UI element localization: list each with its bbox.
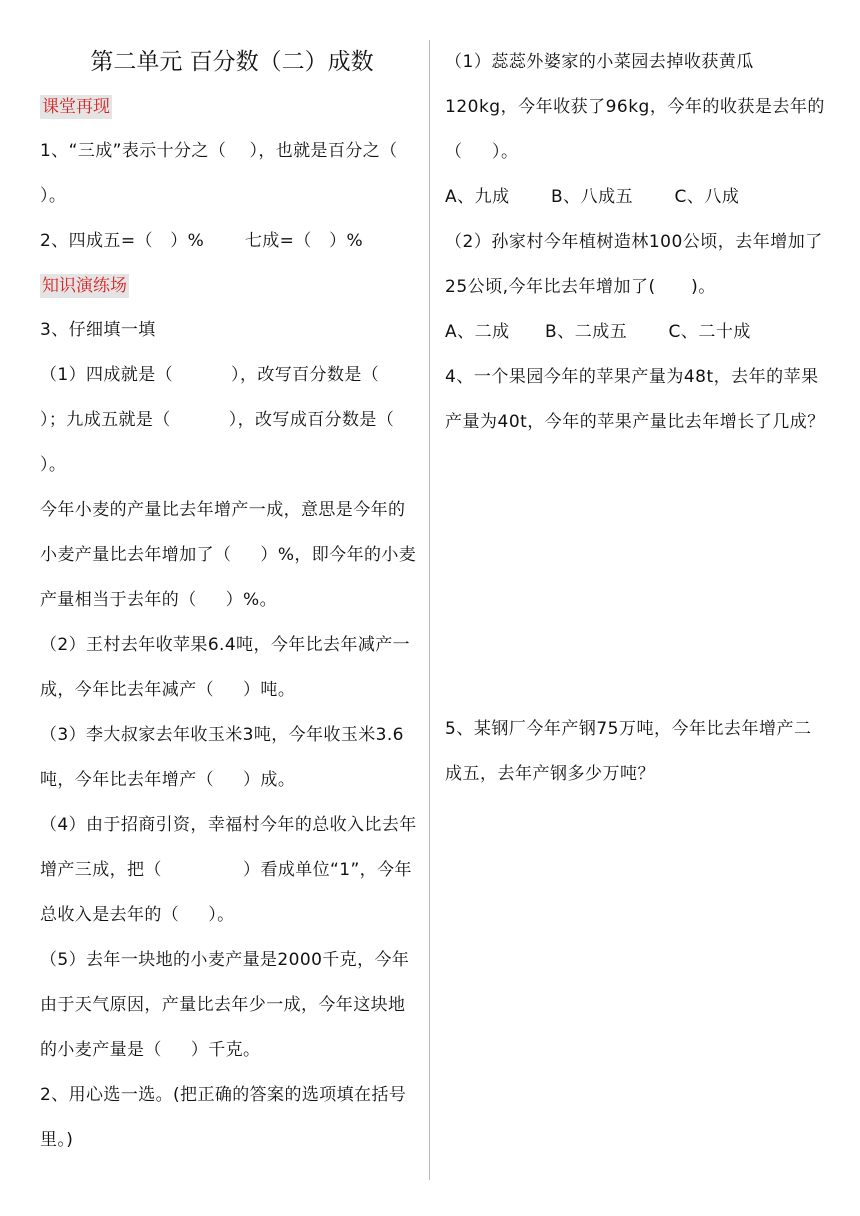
question-2: 2、四成五=（ ）% 七成=（ ）% <box>40 231 364 251</box>
question-1: 1、“三成”表示十分之（ ），也就是百分之（ ）。 <box>40 141 433 206</box>
choice-question-2-options: A、二成 B、二成五 C、二十成 <box>445 322 751 342</box>
question-3-4: （4）由于招商引资，幸福村今年的总收入比去年增产三成，把（ ）看成单位“1”，今年总收入是去年的（ ）。 <box>40 815 417 925</box>
question-5: 5、某钢厂今年产钢75万吨，今年比去年增产二成五，去年产钢多少万吨？ <box>445 719 812 784</box>
question-3-1-extra: 今年小麦的产量比去年增产一成，意思是今年的小麦产量比去年增加了（ ）%，即今年的小麦产量相当于去年的（ ）%。 <box>40 500 417 610</box>
question-3-2: （2）王村去年收苹果6.4吨，今年比去年减产一成，今年比去年减产（ ）吨。 <box>40 635 411 700</box>
choice-section-heading: 2、用心选一选。(把正确的答案的选项填在括号里。) <box>40 1085 407 1150</box>
choice-question-1: （1）蕊蕊外婆家的小菜园去掉收获黄瓜120kg，今年收获了96kg，今年的收获是去年的（ ）。 <box>445 52 825 162</box>
choice-question-2: （2）孙家村今年植树造林100公顷，去年增加了25公顷,今年比去年增加了( )。 <box>445 232 823 297</box>
question-3-1: （1）四成就是（ ），改写百分数是（ ）；九成五就是（ ），改写成百分数是（ ）。 <box>40 365 447 475</box>
left-column <box>40 40 447 1163</box>
page-title: 第二单元 百分数（二）成数 <box>90 49 374 75</box>
column-divider <box>429 40 430 1180</box>
choice-question-1-options: A、九成 B、八成五 C、八成 <box>445 187 740 207</box>
question-3-3: （3）李大叔家去年收玉米3吨，今年收玉米3.6吨，今年比去年增产（ ）成。 <box>40 725 404 790</box>
right-column <box>445 40 825 797</box>
question-3-heading: 3、仔细填一填 <box>40 320 156 340</box>
section-heading-review: 课堂再现 <box>42 97 110 117</box>
question-4: 4、一个果园今年的苹果产量为48t，去年的苹果产量为40t，今年的苹果产量比去年增长了几成？ <box>445 367 825 432</box>
answer-space <box>445 445 825 707</box>
section-heading-practice: 知识演练场 <box>42 276 127 296</box>
question-3-5: （5）去年一块地的小麦产量是2000千克，今年由于天气原因，产量比去年少一成，今年这块地的小麦产量是（ ）千克。 <box>40 950 410 1060</box>
